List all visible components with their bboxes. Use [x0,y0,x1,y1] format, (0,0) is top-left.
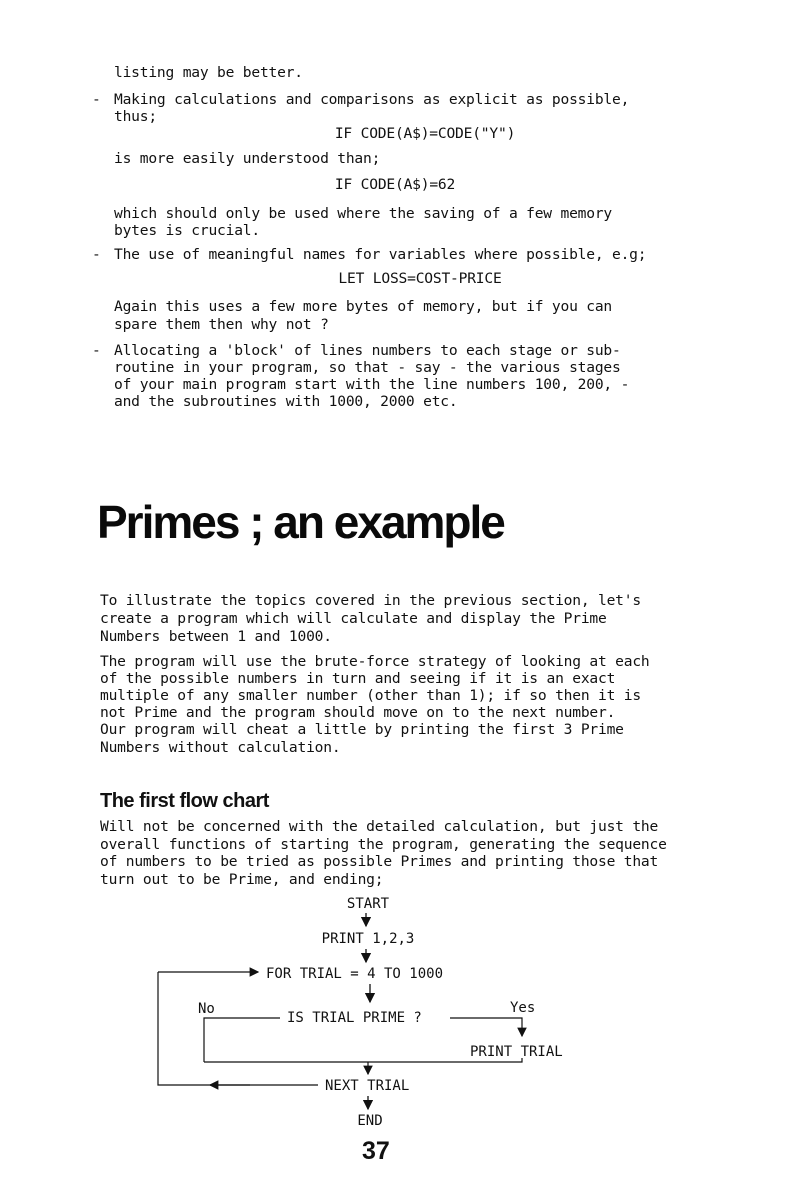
yes-branch-line [450,1018,522,1036]
no-branch-line [204,1018,280,1062]
paragraph-1-line-3: Numbers between 1 and 1000. [100,628,332,645]
paragraph-2-line-6: Numbers without calculation. [100,739,341,756]
paragraph-1-line-2: create a program which will calculate and display the Prime [100,610,607,627]
paragraph-2-line-4: not Prime and the program should move on to the next number. [100,704,616,721]
flow-next: NEXT TRIAL [325,1078,410,1094]
next-loop-line [158,972,318,1085]
code-example-2: IF CODE(A$)=62 [334,176,456,193]
paragraph-2-line-3: multiple of any smaller number (other than 1); if so then it is [100,687,641,704]
flow-end: END [357,1113,383,1129]
bullet-item-3-line-4: and the subroutines with 1000, 2000 etc. [114,393,458,410]
line-continuation: listing may be better. [114,64,303,81]
bullet-item-2-end-line-1: Again this uses a few more bytes of memory, but if you can [114,298,612,315]
subsection-title: The first flow chart [100,790,269,812]
code-example-3: LET LOSS=COST-PRICE [338,270,502,287]
bullet-item-2-end-line-2: spare them then why not ? [114,316,329,333]
flow-decision: IS TRIAL PRIME ? [287,1010,422,1026]
paragraph-2-line-1: The program will use the brute-force strategy of looking at each [100,653,650,670]
page-number: 37 [362,1137,390,1165]
bullet-item-1-line-2: thus; [114,108,157,125]
bullet-item-1-end-line-1: which should only be used where the saving of a few memory [114,205,612,222]
subsection-line-3: of numbers to be tried as possible Primes and printing those that [100,853,659,870]
bullet-item-1-mid: is more easily understood than; [114,150,381,167]
flow-start: START [346,896,390,912]
bullet-item-1-line-1: Making calculations and comparisons as explicit as possible, [114,91,630,108]
subsection-line-1: Will not be concerned with the detailed calculation, but just the [100,818,659,835]
flow-yes-label: Yes [510,1000,536,1016]
subsection-line-2: overall functions of starting the program, generating the sequence [100,836,667,853]
paragraph-1-line-1: To illustrate the topics covered in the previous section, let's [100,592,641,609]
section-title: Primes ; an example [97,496,504,548]
bullet-marker: - [92,246,101,263]
flow-print-trial: PRINT TRIAL [470,1044,563,1060]
code-example-1: IF CODE(A$)=CODE("Y") [334,125,516,142]
bullet-item-1-end-line-2: bytes is crucial. [114,222,260,239]
bullet-item-3-line-2: routine in your program, so that - say - the various stages [114,359,621,376]
bullet-item-3-line-1: Allocating a 'block' of lines numbers to each stage or sub- [114,342,621,359]
flow-loop: FOR TRIAL = 4 TO 1000 [266,966,444,982]
bullet-marker: - [92,342,101,359]
subsection-line-4: turn out to be Prime, and ending; [100,871,384,888]
bullet-marker: - [92,91,101,108]
bullet-item-3-line-3: of your main program start with the line numbers 100, 200, - [114,376,630,393]
bullet-item-2-line: The use of meaningful names for variables where possible, e.g; [114,246,647,263]
paragraph-2-line-2: of the possible numbers in turn and seeing if it is an exact [100,670,616,687]
paragraph-2-line-5: Our program will cheat a little by printing the first 3 Prime [100,721,624,738]
flow-print-first: PRINT 1,2,3 [321,931,415,947]
flow-no-label: No [198,1001,215,1017]
